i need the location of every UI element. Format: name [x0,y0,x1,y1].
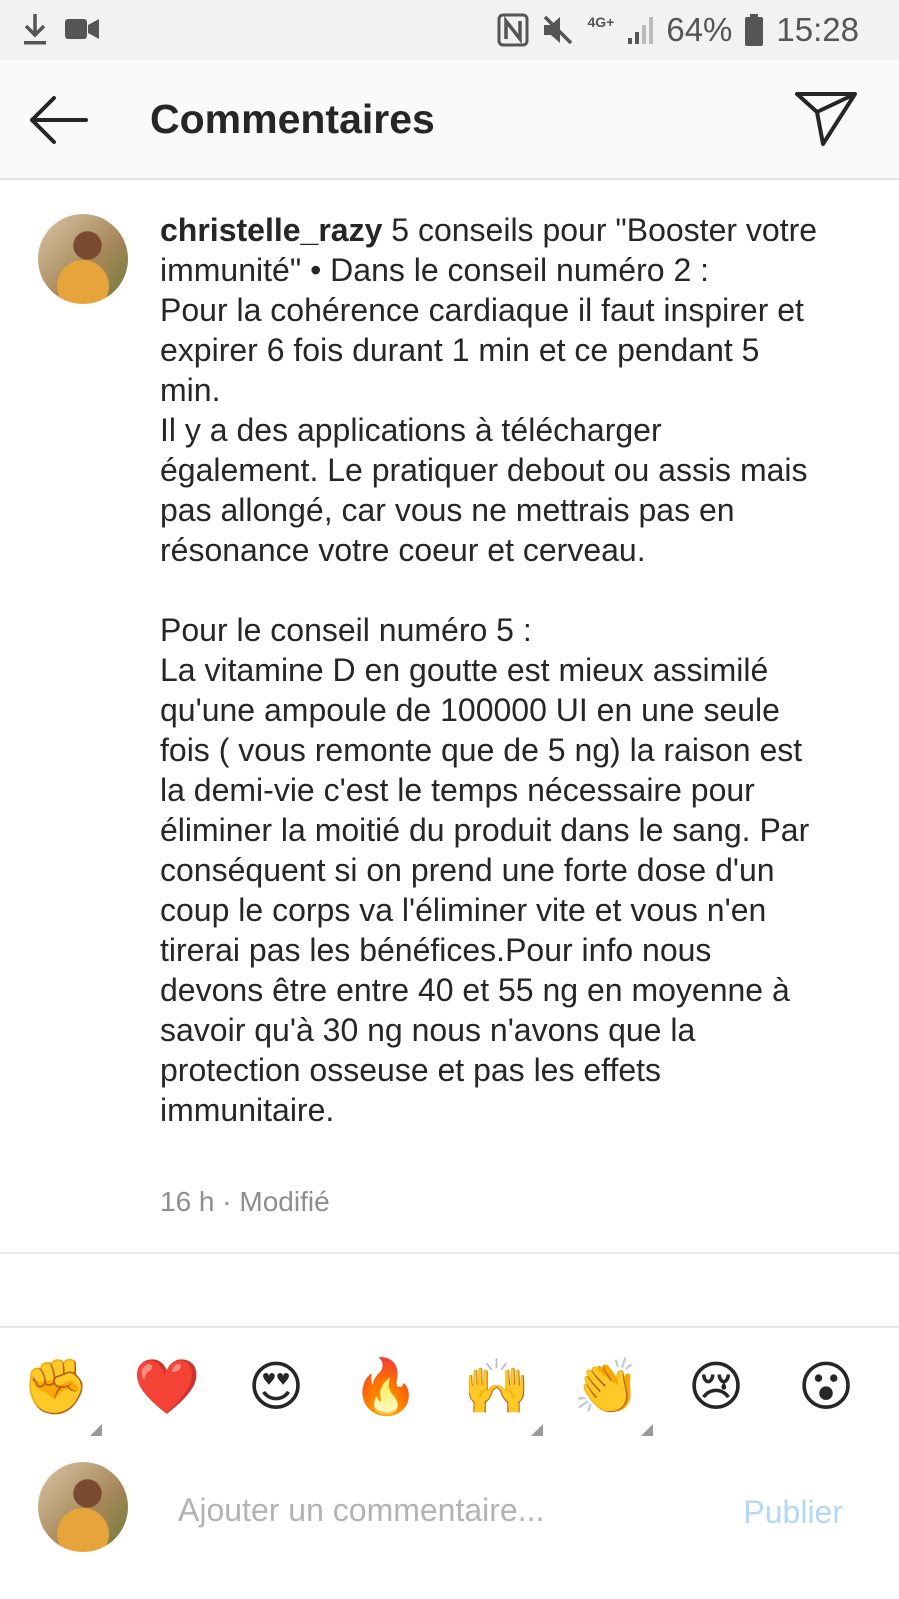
emoji-crying-face[interactable] [683,1354,749,1420]
emoji-glyph: 👏 [573,1357,641,1417]
compose-bar [0,1446,899,1599]
signal-icon [626,14,654,46]
back-button[interactable] [26,90,90,150]
video-camera-icon [64,16,100,42]
emoji-raised-fist[interactable] [22,1354,88,1420]
meta-separator: · [214,1186,240,1217]
comment-text [160,210,820,1130]
page-title: Commentaires [150,96,435,142]
emoji-clapping-hands[interactable] [573,1354,639,1420]
comment-meta [160,1184,330,1220]
app-header [0,60,899,180]
emoji-glyph: ✊ [22,1357,90,1417]
own-avatar [38,1462,128,1552]
nfc-icon [497,13,529,47]
publish-button[interactable]: Publier [743,1494,843,1530]
emoji-glyph: 😢 [687,1357,745,1417]
mute-icon [541,13,575,47]
paper-plane-icon [793,135,859,152]
variants-indicator-icon [531,1424,543,1436]
emoji-glyph: 🙌 [463,1357,531,1417]
emoji-glyph: 🔥 [352,1357,420,1417]
emoji-surprised-face[interactable] [793,1354,859,1420]
network-type: 4G+ [587,14,615,30]
emoji-heart-eyes[interactable] [243,1354,309,1420]
comment-item [0,180,899,1254]
emoji-glyph: 😍 [247,1357,305,1417]
comment-edited-label: Modifié [239,1186,330,1217]
emoji-fire[interactable] [352,1354,418,1420]
comment-input[interactable] [176,1484,700,1536]
comment-username[interactable]: christelle_razy [160,212,383,248]
arrow-left-icon [26,137,90,154]
emoji-raising-hands[interactable] [463,1354,529,1420]
emoji-glyph: 😮 [797,1357,855,1417]
avatar[interactable] [38,214,128,304]
emoji-glyph: ❤️ [133,1357,201,1417]
status-bar [0,0,899,60]
comment-time: 16 h [160,1186,215,1217]
share-button[interactable] [793,88,859,148]
download-icon [22,12,48,46]
emoji-quick-bar [0,1326,899,1448]
battery-icon [744,13,764,47]
variants-indicator-icon [90,1424,102,1436]
variants-indicator-icon [641,1424,653,1436]
clock: 15:28 [776,11,859,48]
comment-content: 5 conseils pour "Booster votre immunité" • Dans le conseil numéro 2 : Pour la cohérence cardiaque il faut inspirer et expirer 6 fois durant 1 min et ce pendant 5 min. Il y a des applications à télécharger également. Le pratiquer debout ou assis mais pas allongé, car vous ne mettrais pas en résonance votre coeur et cerveau. Pour le conseil numéro 5 : La vitamine D en goutte est mieux assimilé qu'une ampoule de 100000 UI en une seule fois ( vous remonte que de 5 ng) la raison est la demi-vie c'est le temps nécessaire pour éliminer la moitié du produit dans le sang. Par conséquent si on prend une forte dose d'un coup le corps va l'éliminer vite et vous n'en tirerai pas les bénéfices.Pour info nous devons être entre 40 et 55 ng en moyenne à savoir qu'à 30 ng nous n'avons que la protection osseuse et pas les effets immunitaire. [160,212,818,1128]
battery-level: 64% [666,11,733,48]
emoji-red-heart[interactable] [133,1354,199,1420]
